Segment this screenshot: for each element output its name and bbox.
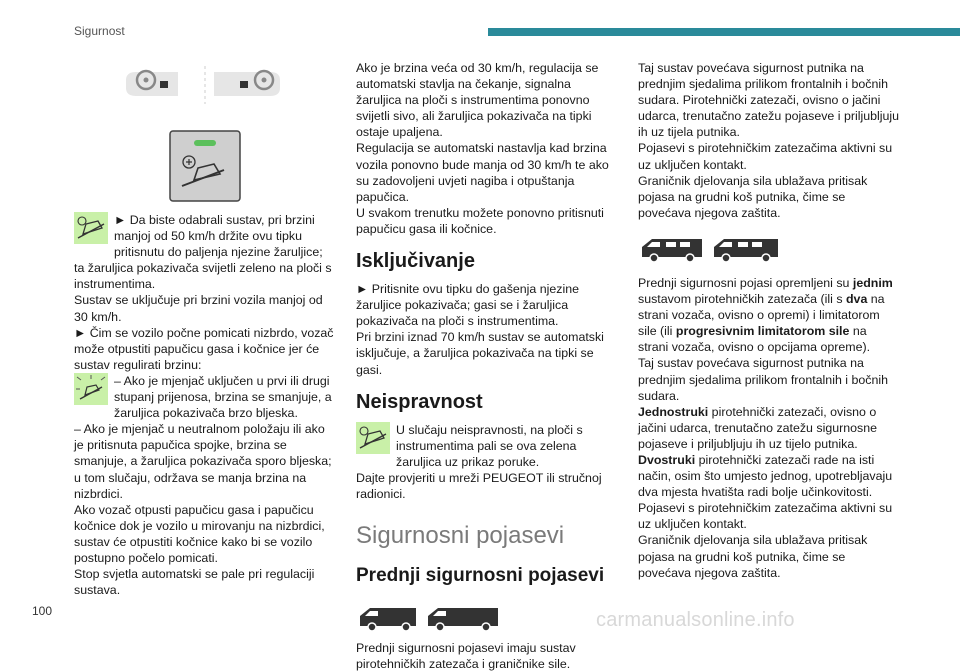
heading-seat-belts: Sigurnosni pojasevi [356,522,565,550]
col1-para-1: ► Da biste odabrali sustav, pri brzini manjoj od 50 km/h držite ovu tipku pritisnutu do paljenja njezine žaruljice; ta žaruljica pokazivača svijetli zeleno na ploči s instrumentima. [74,213,332,292]
hill-descent-warning-icon [74,212,108,244]
col1-para-2: Sustav se uključuje pri brzini vozila manjoj od 30 km/h. [74,293,323,324]
col1-para-5: – Ako je mjenjač u neutralnom položaju ili ako je pritisnuta papučica spojke, brzina se smanjuje, a žaruljica pokazivača sporo bljeska; u tom slučaju, održava se manja brzina na nizbrdici. [74,422,332,501]
col1-para-4: – Ako je mjenjač uključen u prvi ili drugi stupanj prijenosa, brzina se smanjuje, a žaruljica pokazivača brzo bljeska. [114,373,332,421]
col2-para-5: Pri brzini iznad 70 km/h sustav se automatski isključuje, a žaruljica pokazivača na tipki se gasi. [356,330,604,377]
col3-para-1: Taj sustav povećava sigurnost putnika na prednjim sjedalima prilikom frontalnih i bočnih sudara. Pirotehnički zatezači, ovisno o jačini udarca, trenutačno zatežu pojaseve i priljubljuju ih uz tijela putnika. [638,61,900,140]
watermark: carmanualsonline.info [596,609,795,631]
section-title: Sigurnost [74,24,125,38]
heading-malfunction: Neispravnost [356,390,483,413]
col2-para-1: Ako je brzina veća od 30 km/h, regulacija se automatski stavlja na čekanje, signalna žaruljica na ploči s instrumentima ponovno svijetli sivo, ali žaruljica pokazivača na tipki ostaje upaljena. [356,61,599,140]
hill-descent-flashing-icon [74,373,108,405]
col3-para-3: Graničnik djelovanja sila ublažava pritisak pojasa na grudni koš putnika, čime se povećava njegova zaštita. [638,173,868,220]
col2-para-6: U slučaju neispravnosti, na ploči s instrumentima pali se ova zelena žaruljica uz prikaz poruke. [396,422,583,469]
column-2 [356,60,618,672]
heading-front-seat-belts: Prednji sigurnosni pojasevi [356,565,605,587]
col3-para-7: Dvostruki pirotehnički zatezači rade na isti način, osim što umjesto jednog, upotrebljavaju dva mjesta hvatišta radi bolje učinkovitosti. [638,452,893,500]
column-1 [74,60,336,598]
col3-para-9: Graničnik djelovanja sila ublažava pritisak pojasa na grudni koš putnika, čime se povećava njegova zaštita. [638,533,868,580]
col2-para-3: U svakom trenutku možete ponovno pritisnuti papučicu gasa ili kočnice. [356,205,604,236]
col2-para-8: Prednji sigurnosni pojasevi imaju sustav pirotehničkih zatezača i graničnike sile. [356,641,576,672]
col1-para-3: ► Čim se vozilo počne pomicati nizbrdo, vozač može otpustiti papučicu gasa i kočnice jer će sustav regulirati brzinu: [74,325,334,372]
col2-para-2: Regulacija se automatski nastavlja kad brzina vozila ponovno bude manja od 30 km/h te ako su zadovoljeni uvjeti nagiba i otpuštanja papučica. [356,141,609,204]
van-variants-icon [356,602,506,632]
col3-para-5: Taj sustav povećava sigurnost putnika na prednjim sjedalima prilikom frontalnih i bočnih sudara. [638,356,888,403]
col1-para-7: Stop svjetla automatski se pale pri regulaciji sustava. [74,567,315,598]
page-number: 100 [32,604,53,618]
malfunction-warning-icon [356,422,390,454]
heading-deactivation: Isključivanje [356,250,475,273]
van-variants-icon-2 [638,233,788,263]
col2-para-7: Dajte provjeriti u mreži PEUGEOT ili stručnoj radionici. [356,470,602,501]
col2-para-4: ► Pritisnite ovu tipku do gašenja njezine žaruljice pokazivača; gasi se i žaruljica pokazivača na ploči s instrumentima. [356,282,580,329]
header-accent-bar [488,28,960,36]
col3-para-6: Jednostruki pirotehnički zatezači, ovisno o jačini udarca, trenutačno zatežu sigurnosne pojaseve i priljubljuju ih uz tijelo putnika. [638,404,878,451]
hill-descent-button-icon [74,128,336,204]
col3-para-4: Prednji sigurnosni pojasi opremljeni su jednim sustavom pirotehničkih zatezača (ili s dva na strani vozača, ovisno o opremi) i limitatorom sile (ili progresivnim limitatorom sile na strani vozača, ovisno o opcijama opreme). [638,275,893,355]
dashboard-steering-icon [74,60,336,112]
col3-para-2: Pojasevi s pirotehničkim zatezačima aktivni su uz uključen kontakt. [638,141,893,172]
col1-para-6: Ako vozač otpusti papučicu gasa i papučicu kočnice dok je vozilo u mirovanju na nizbrdici, sustav će otpustiti kočnice kako bi se vozilo postupno počelo pomicati. [74,502,325,565]
col3-para-8: Pojasevi s pirotehničkim zatezačima aktivni su uz uključen kontakt. [638,501,893,532]
column-3 [638,60,900,581]
